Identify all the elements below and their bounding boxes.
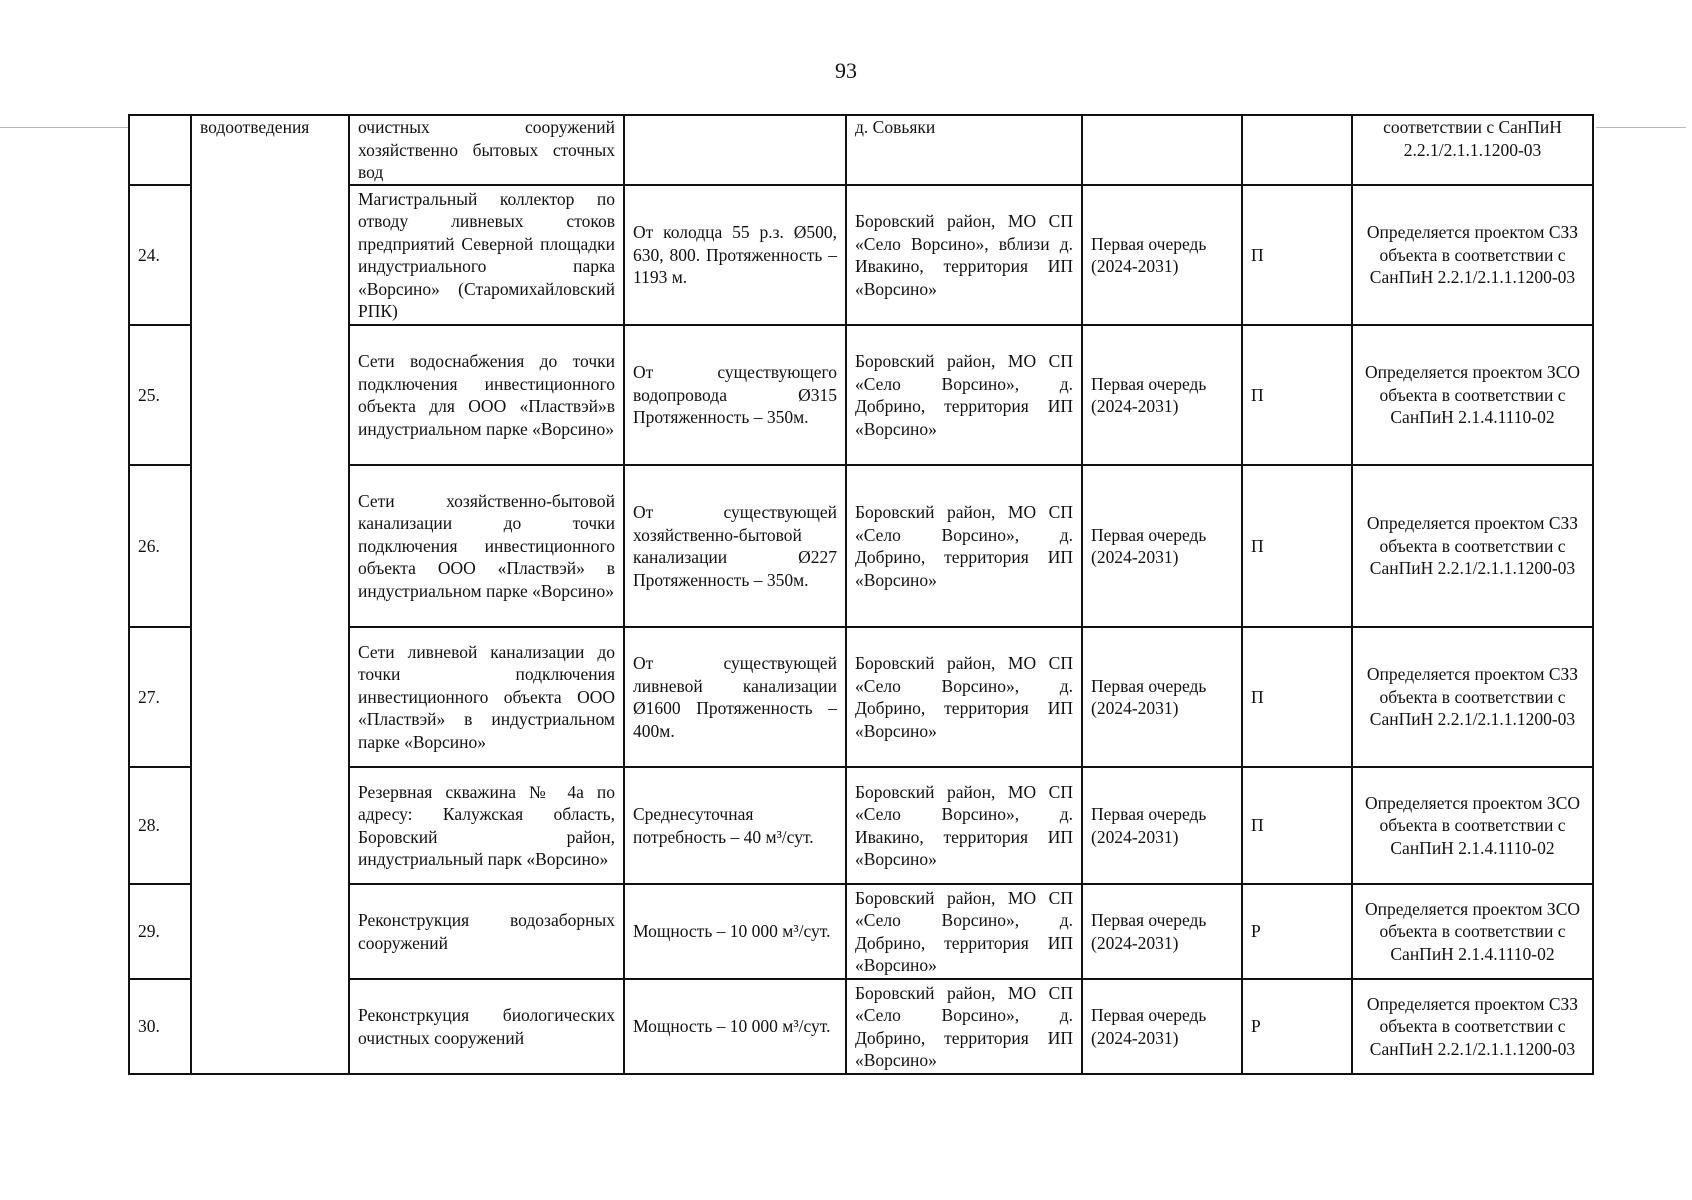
object-type: П [1242,767,1352,884]
row-number: 24. [129,185,191,325]
object-location: Боровский район, МО СП «Село Ворсино», вблизи д. Ивакино, территория ИП «Ворсино» [846,185,1082,325]
table-row [129,465,1593,627]
objects-table [128,114,1594,1075]
object-location: Боровский район, МО СП «Село Ворсино», д. Добрино, территория ИП «Ворсино» [846,325,1082,465]
row-number: 28. [129,767,191,884]
object-name: Сети хозяйственно-бытовой канализации до точки подключения инвестиционного объекта ООО «Пластвэй» в индустриальном парке «Ворсино» [349,465,624,627]
object-type [1242,115,1352,185]
table-row [129,325,1593,465]
row-number: 25. [129,325,191,465]
table-row [129,185,1593,325]
row-number: 29. [129,884,191,979]
object-type: П [1242,185,1352,325]
object-zone: Определяется проектом ЗСО объекта в соответствии с СанПиН 2.1.4.1110-02 [1352,884,1593,979]
object-type: Р [1242,884,1352,979]
object-params: От существующей ливневой канализации Ø1600 Протяженность – 400м. [624,627,846,767]
object-params: От колодца 55 р.з. Ø500, 630, 800. Протяженность – 1193 м. [624,185,846,325]
object-params: От существующего водопровода Ø315 Протяженность – 350м. [624,325,846,465]
object-name: Сети ливневой канализации до точки подключения инвестиционного объекта ООО «Пластвэй» в индустриальном парке «Ворсино» [349,627,624,767]
object-name: Реконстркуция биологических очистных сооружений [349,979,624,1074]
object-stage: Первая очередь (2024-2031) [1082,465,1242,627]
table-row [129,115,1593,185]
table-row [129,884,1593,979]
object-location: Боровский район, МО СП «Село Ворсино», д. Добрино, территория ИП «Ворсино» [846,979,1082,1074]
object-stage: Первая очередь (2024-2031) [1082,884,1242,979]
object-zone: Определяется проектом ЗСО объекта в соответствии с СанПиН 2.1.4.1110-02 [1352,325,1593,465]
object-stage: Первая очередь (2024-2031) [1082,767,1242,884]
object-type: П [1242,325,1352,465]
object-params [624,115,846,185]
object-name: Резервная скважина № 4а по адресу: Калужская область, Боровский район, индустриальный парк «Ворсино» [349,767,624,884]
object-location: Боровский район, МО СП «Село Ворсино», д. Ивакино, территория ИП «Ворсино» [846,767,1082,884]
object-params: Среднесуточная потребность – 40 м³/сут. [624,767,846,884]
object-type: П [1242,465,1352,627]
object-name: Магистральный коллектор по отводу ливневых стоков предприятий Северной площадки индустриального парка «Ворсино» (Старомихайловский РПК) [349,185,624,325]
object-params: Мощность – 10 000 м³/сут. [624,979,846,1074]
table-row [129,627,1593,767]
object-location: д. Совьяки [846,115,1082,185]
category-cell: водоотведения [191,115,349,1074]
object-params: От существующей хозяйственно-бытовой канализации Ø227 Протяженность – 350м. [624,465,846,627]
scan-artifact [1596,127,1686,128]
object-type: Р [1242,979,1352,1074]
row-number: 26. [129,465,191,627]
object-zone: Определяется проектом СЗЗ объекта в соответствии с СанПиН 2.2.1/2.1.1.1200-03 [1352,465,1593,627]
object-stage: Первая очередь (2024-2031) [1082,627,1242,767]
object-type: П [1242,627,1352,767]
object-location: Боровский район, МО СП «Село Ворсино», д. Добрино, территория ИП «Ворсино» [846,884,1082,979]
object-zone: Определяется проектом СЗЗ объекта в соответствии с СанПиН 2.2.1/2.1.1.1200-03 [1352,185,1593,325]
object-zone: Определяется проектом СЗЗ объекта в соответствии с СанПиН 2.2.1/2.1.1.1200-03 [1352,627,1593,767]
object-zone: соответствии с СанПиН 2.2.1/2.1.1.1200-03 [1352,115,1593,185]
object-name: Сети водоснабжения до точки подключения инвестиционного объекта для ООО «Пластвэй»в индустриальном парке «Ворсино» [349,325,624,465]
row-number [129,115,191,185]
object-params: Мощность – 10 000 м³/сут. [624,884,846,979]
row-number: 27. [129,627,191,767]
scan-artifact [0,127,128,128]
row-number: 30. [129,979,191,1074]
object-zone: Определяется проектом ЗСО объекта в соответствии с СанПиН 2.1.4.1110-02 [1352,767,1593,884]
page-number: 93 [835,58,857,83]
object-location: Боровский район, МО СП «Село Ворсино», д. Добрино, территория ИП «Ворсино» [846,627,1082,767]
table-row [129,979,1593,1074]
object-name: очистных сооружений хозяйственно бытовых сточных вод [349,115,624,185]
table-row [129,767,1593,884]
object-location: Боровский район, МО СП «Село Ворсино», д. Добрино, территория ИП «Ворсино» [846,465,1082,627]
object-zone: Определяется проектом СЗЗ объекта в соответствии с СанПиН 2.2.1/2.1.1.1200-03 [1352,979,1593,1074]
object-stage: Первая очередь (2024-2031) [1082,185,1242,325]
object-name: Реконструкция водозаборных сооружений [349,884,624,979]
object-stage: Первая очередь (2024-2031) [1082,325,1242,465]
object-stage [1082,115,1242,185]
object-stage: Первая очередь (2024-2031) [1082,979,1242,1074]
